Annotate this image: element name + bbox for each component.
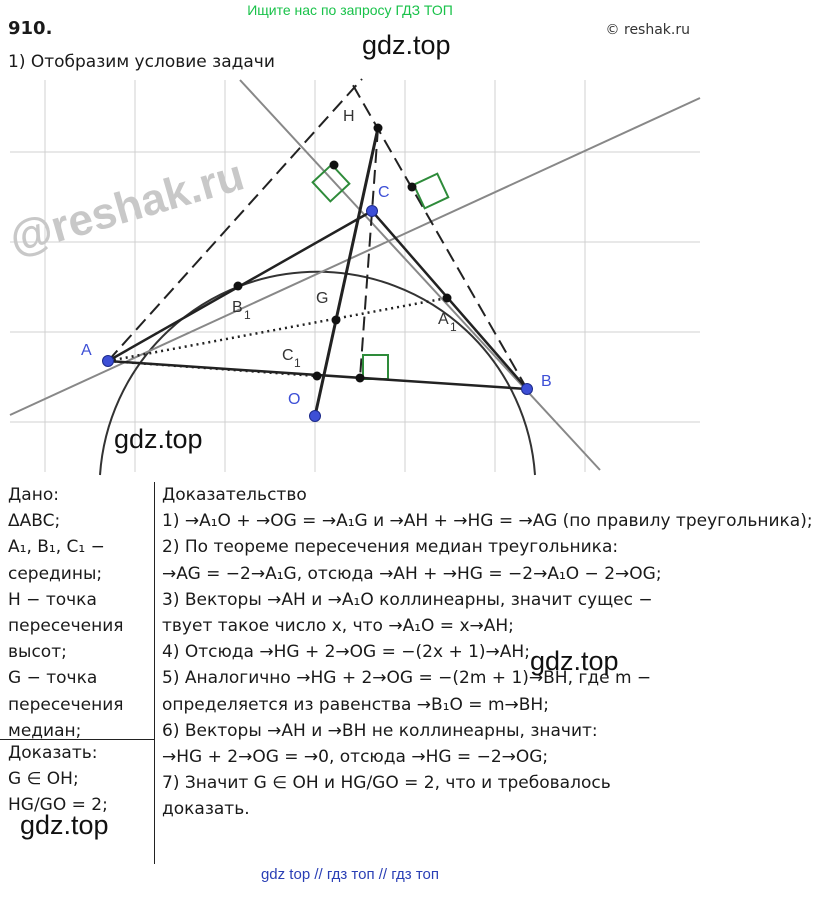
given-line: высот; (8, 642, 67, 663)
given-line: H − точка (8, 589, 97, 610)
proof-line: определяется из равенства →B₁O = m→BH; (162, 694, 549, 715)
label-c1: C (282, 347, 294, 364)
right-angle-marker-3 (363, 355, 388, 379)
step-1-caption: 1) Отобразим условие задачи (8, 52, 275, 72)
problem-number: 910. (8, 18, 53, 39)
watermark-reshak: @reshak.ru (4, 150, 250, 264)
proof-line: →HG + 2→OG = →0, отсюда →HG = −2→OG; (162, 747, 549, 768)
proof-line: 5) Аналогично →HG + 2→OG = −(2m + 1)→BH, где m − (162, 668, 652, 689)
label-o: O (288, 391, 301, 408)
proof-title: Доказательство (162, 485, 307, 505)
divider-vertical (154, 482, 155, 864)
given-line: пересечения (8, 694, 124, 715)
given-line: ΔABC; (8, 511, 61, 532)
line-through-a-c (10, 98, 700, 415)
black-points (234, 124, 452, 383)
prove-block (8, 740, 154, 818)
right-angle-marker-1 (313, 165, 350, 202)
given-line: A₁, B₁, C₁ − (8, 537, 105, 558)
footer-links[interactable]: gdz top // гдз топ // гдз топ (260, 866, 440, 883)
prove-line: G ∈ OH; (8, 769, 79, 789)
label-a1: A (438, 311, 449, 328)
label-c: C (378, 184, 390, 201)
proof-line: 6) Векторы →AH и →BH не коллинеарны, значит: (162, 720, 598, 741)
given-title: Дано: (8, 485, 59, 505)
label-a1-sub: 1 (450, 320, 457, 334)
watermark-gdz-top: gdz.top (20, 810, 109, 840)
line-through-c-b (240, 80, 600, 470)
watermark-gdz-top: gdz.top (362, 30, 451, 60)
label-b1-sub: 1 (244, 308, 251, 322)
given-line: G − точка (8, 668, 98, 689)
proof-line: 4) Отсюда →HG + 2→OG = −(2x + 1)→AH; (162, 642, 530, 663)
median-from-a (108, 298, 447, 361)
proof-line: 1) →A₁O + →OG = →A₁G и →AH + →HG = →AG (по правилу треугольника); (162, 511, 813, 532)
given-line: пересечения (8, 616, 124, 637)
watermark-gdz-top: gdz.top (114, 424, 203, 454)
label-b: B (541, 373, 552, 390)
given-line: середины; (8, 563, 103, 584)
label-c1-sub: 1 (294, 356, 301, 370)
label-b1: B (232, 299, 243, 316)
prove-title: Доказать: (8, 743, 98, 763)
label-h: H (343, 108, 355, 125)
proof-line: твует такое число x, что →A₁O = x→AH; (162, 616, 514, 637)
given-line: медиан; (8, 720, 82, 741)
watermark-gdz-top: gdz.top (530, 646, 619, 676)
proof-line: доказать. (162, 799, 250, 820)
label-a: A (81, 342, 92, 359)
vertex-points (103, 206, 533, 422)
proof-line: 3) Векторы →AH и →A₁O коллинеарны, значит сущес − (162, 589, 653, 610)
search-banner[interactable]: Ищите нас по запросу ГДЗ ТОП (247, 2, 453, 18)
given-block (8, 482, 154, 744)
geometry-figure (0, 76, 700, 476)
label-g: G (316, 290, 329, 307)
copyright: © reshak.ru (605, 22, 690, 38)
proof-line: 7) Значит G ∈ OH и HG/GO = 2, что и требовалось (162, 773, 611, 794)
proof-line: 2) По теореме пересечения медиан треугольника: (162, 537, 619, 558)
prove-line: HG/GO = 2; (8, 795, 108, 815)
right-angle-marker-2 (414, 174, 449, 209)
proof-line: →AG = −2→A₁G, отсюда →AH + →HG = −2→A₁O − 2→OG; (162, 563, 662, 584)
